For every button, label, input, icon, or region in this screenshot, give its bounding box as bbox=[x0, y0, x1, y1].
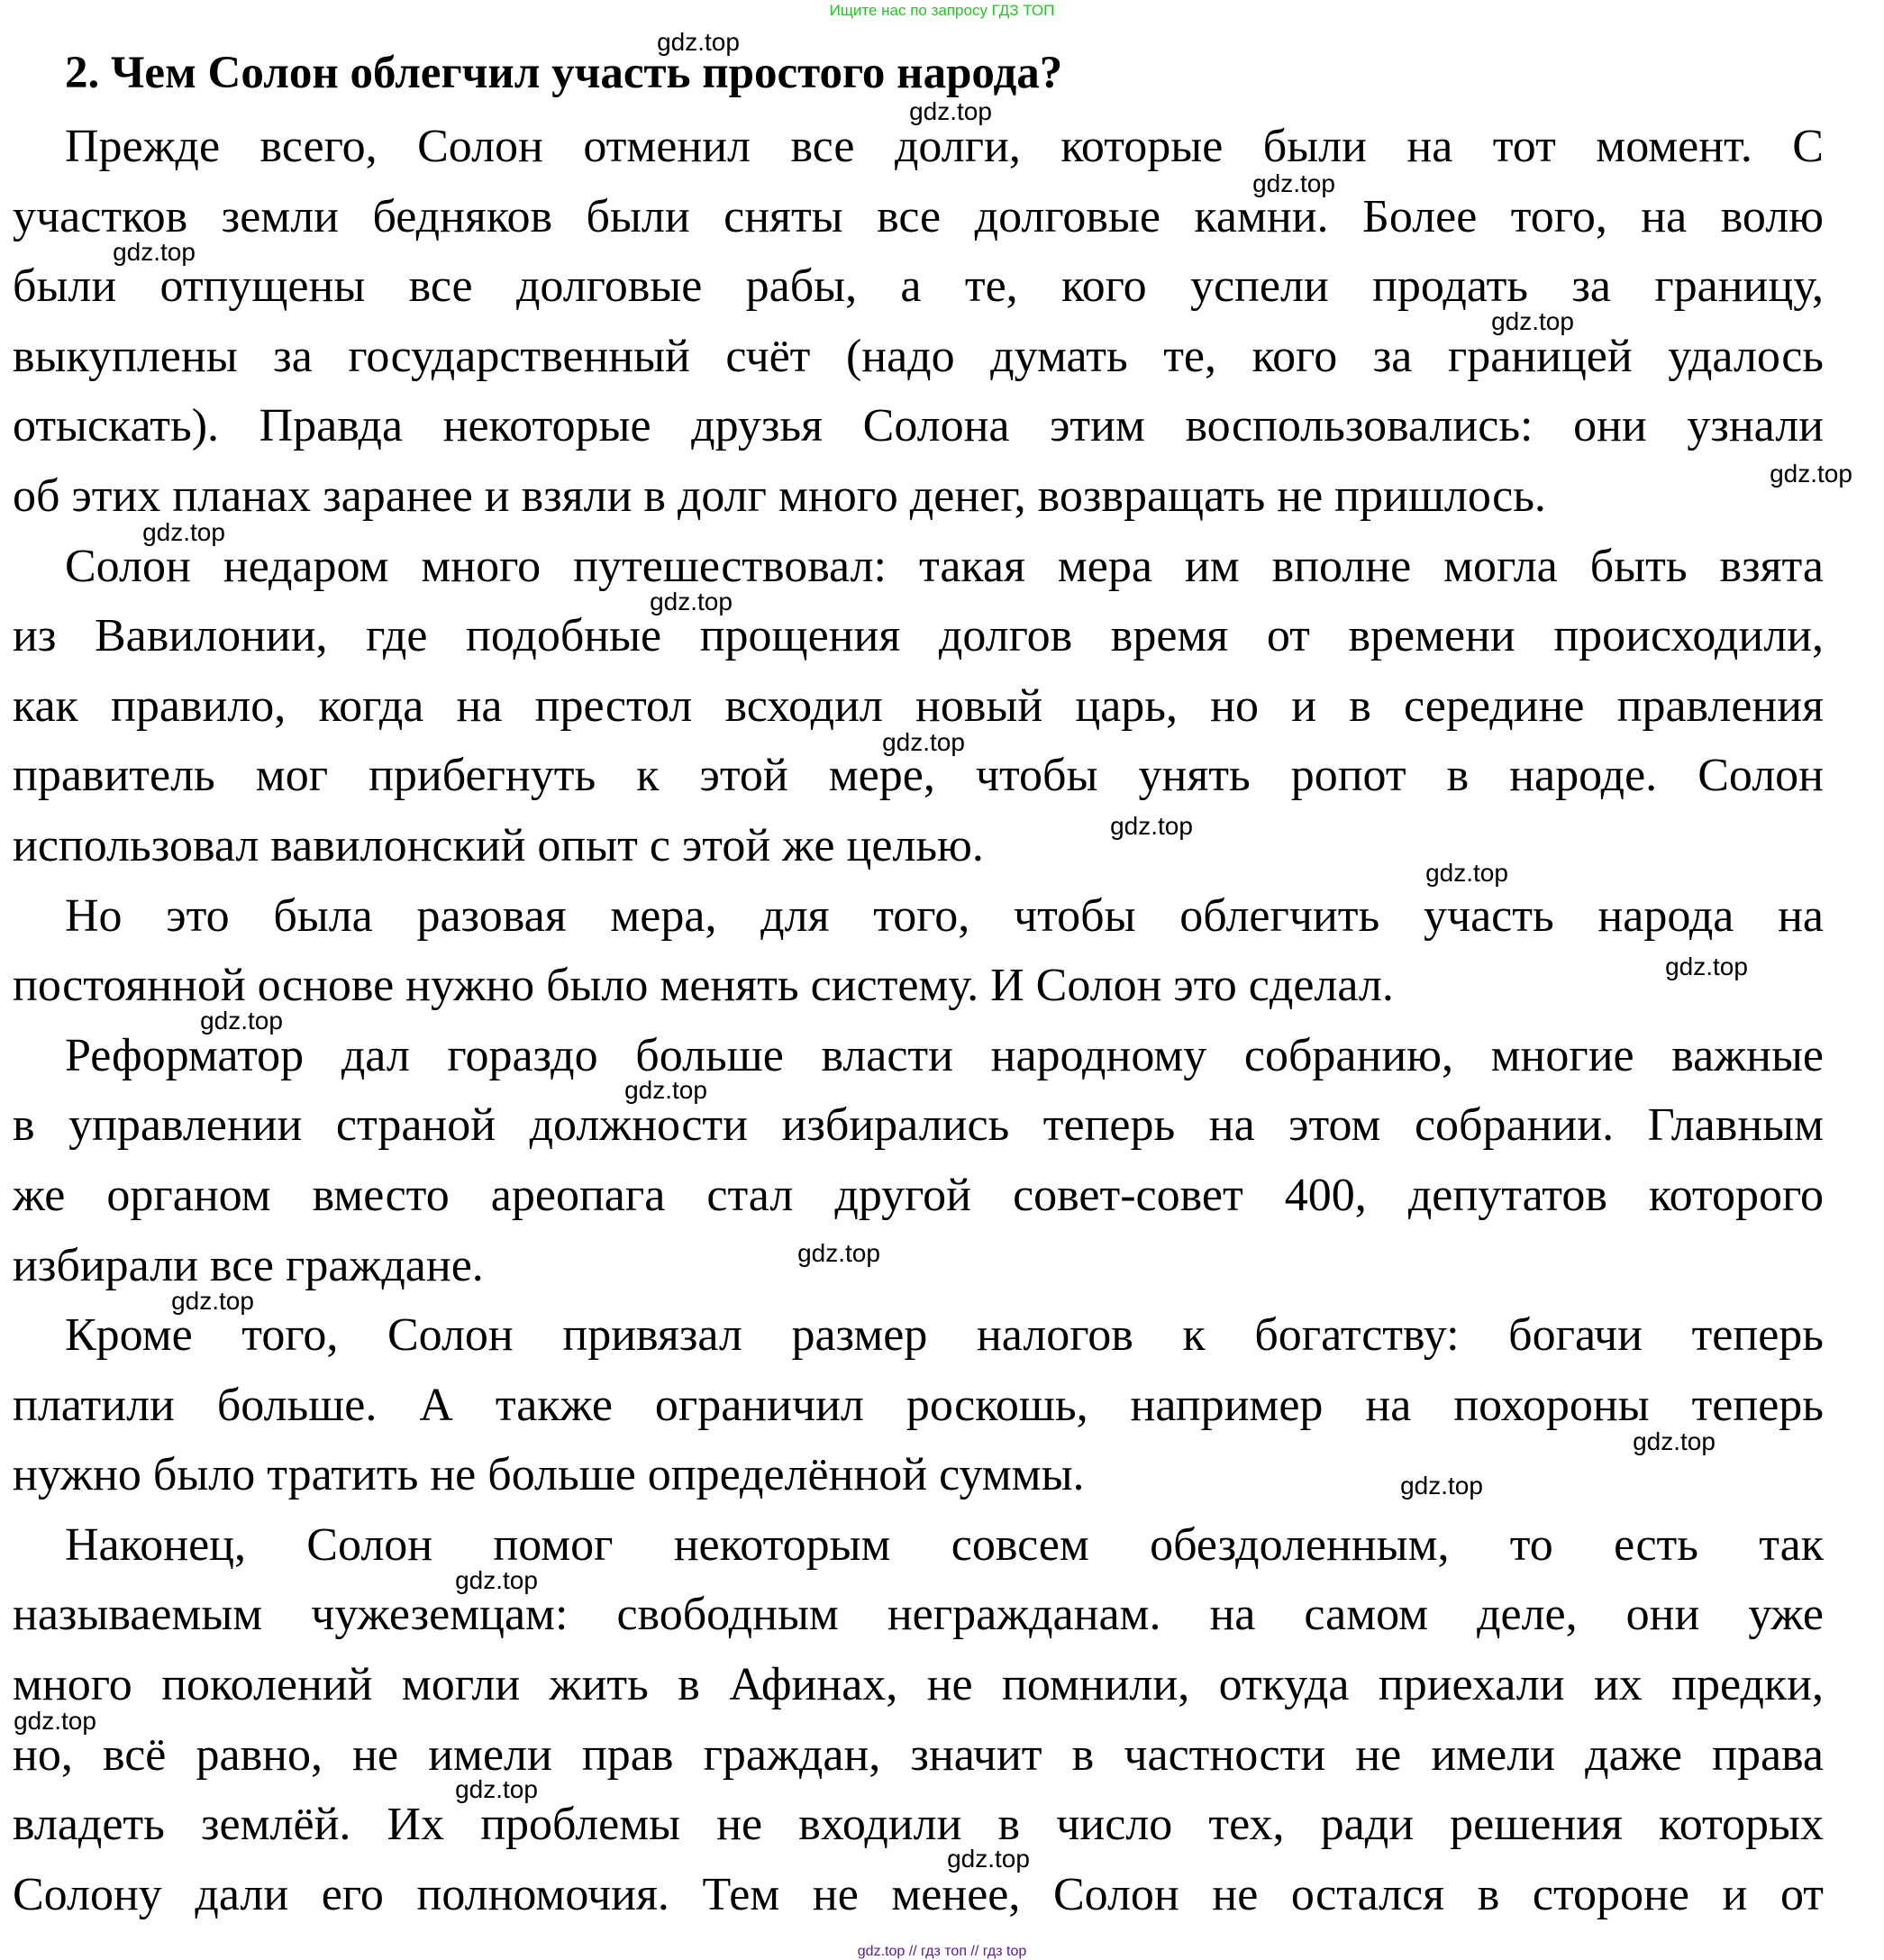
text-line: выкуплены за государственный счёт (надо думать те, кого за границей удалось bbox=[13, 330, 1824, 382]
gdz-watermark: gdz.top bbox=[909, 97, 992, 125]
gdz-watermark: gdz.top bbox=[797, 1239, 880, 1267]
text-line: же органом вместо ареопага стал другой совет-совет 400, депутатов которого bbox=[13, 1169, 1824, 1221]
gdz-watermark: gdz.top bbox=[947, 1845, 1030, 1873]
gdz-watermark: gdz.top bbox=[1770, 460, 1852, 488]
gdz-watermark: gdz.top bbox=[1110, 812, 1193, 840]
text-line: постоянной основе нужно было менять систему. И Солон это сделал. bbox=[13, 960, 1394, 1012]
text-line: нужно было тратить не больше определённой суммы. bbox=[13, 1449, 1085, 1501]
text-line: были отпущены все долговые рабы, а те, кого успели продать за границу, bbox=[13, 260, 1824, 313]
text-line: Кроме того, Солон привязал размер налогов к богатству: богачи теперь bbox=[65, 1309, 1824, 1362]
text-line: в управлении страной должности избирались теперь на этом собрании. Главным bbox=[13, 1099, 1824, 1152]
gdz-watermark: gdz.top bbox=[657, 28, 740, 56]
gdz-watermark: gdz.top bbox=[171, 1287, 254, 1315]
text-line: но, всё равно, не имели прав граждан, значит в частности не имели даже права bbox=[13, 1728, 1824, 1781]
answer-text bbox=[13, 112, 1824, 1929]
text-line: избирали все граждане. bbox=[13, 1239, 484, 1291]
gdz-watermark: gdz.top bbox=[455, 1566, 538, 1594]
question-title: 2. Чем Солон облегчил участь простого народа? bbox=[65, 48, 1063, 98]
text-line: Прежде всего, Солон отменил все долги, которые были на тот момент. С bbox=[65, 121, 1824, 172]
text-line: много поколений могли жить в Афинах, не помнили, откуда приехали их предки, bbox=[13, 1659, 1824, 1711]
gdz-watermark: gdz.top bbox=[200, 1007, 283, 1035]
gdz-watermark: gdz.top bbox=[1252, 169, 1335, 197]
text-line: Но это была разовая мера, для того, чтобы облегчить участь народа на bbox=[65, 889, 1824, 942]
text-line: Реформатор дал гораздо больше власти народному собранию, многие важные bbox=[65, 1029, 1824, 1081]
gdz-watermark: gdz.top bbox=[624, 1076, 707, 1104]
text-line: Солону дали его полномочия. Тем не менее, Солон не остался в стороне и от bbox=[13, 1868, 1824, 1920]
text-line: Наконец, Солон помог некоторым совсем обездоленным, то есть так bbox=[65, 1518, 1824, 1571]
text-line: как правило, когда на престол всходил новый царь, но и в середине правления bbox=[13, 679, 1824, 732]
gdz-watermark: gdz.top bbox=[14, 1707, 96, 1735]
text-line: отыскать). Правда некоторые друзья Солона этим воспользовались: они узнали bbox=[13, 400, 1824, 452]
text-line: участков земли бедняков были сняты все долговые камни. Более того, на волю bbox=[13, 190, 1824, 242]
gdz-watermark: gdz.top bbox=[1633, 1427, 1716, 1455]
text-line: Солон недаром много путешествовал: такая мера им вполне могла быть взята bbox=[65, 540, 1824, 592]
text-line: называемым чужеземцам: свободным негражданам. на самом деле, они уже bbox=[13, 1589, 1824, 1641]
gdz-watermark: gdz.top bbox=[142, 518, 225, 546]
gdz-watermark: gdz.top bbox=[1665, 953, 1748, 980]
search-hint-banner: Ищите нас по запросу ГДЗ ТОП bbox=[829, 2, 1055, 19]
text-line: владеть землёй. Их проблемы не входили в число тех, ради решения которых bbox=[13, 1799, 1824, 1851]
text-line: об этих планах заранее и взяли в долг много денег, возвращать не пришлось. bbox=[13, 469, 1546, 522]
text-line: использовал вавилонский опыт с этой же целью. bbox=[13, 819, 984, 871]
gdz-watermark: gdz.top bbox=[113, 238, 196, 266]
text-line: платили больше. А также ограничил роскошь, например на похороны теперь bbox=[13, 1379, 1824, 1431]
text-line: из Вавилонии, где подобные прощения долгов время от времени происходили, bbox=[13, 610, 1824, 662]
gdz-watermark: gdz.top bbox=[1425, 859, 1508, 887]
gdz-watermark: gdz.top bbox=[1400, 1472, 1483, 1500]
gdz-watermark: gdz.top bbox=[882, 728, 965, 756]
text-line: правитель мог прибегнуть к этой мере, чтобы унять ропот в народе. Солон bbox=[13, 750, 1824, 802]
gdz-watermark: gdz.top bbox=[1491, 307, 1574, 335]
gdz-watermark: gdz.top bbox=[455, 1775, 538, 1803]
gdz-watermark: gdz.top bbox=[650, 588, 733, 615]
footer-watermark: gdz.top // гдз топ // гдз top bbox=[857, 1944, 1027, 1959]
